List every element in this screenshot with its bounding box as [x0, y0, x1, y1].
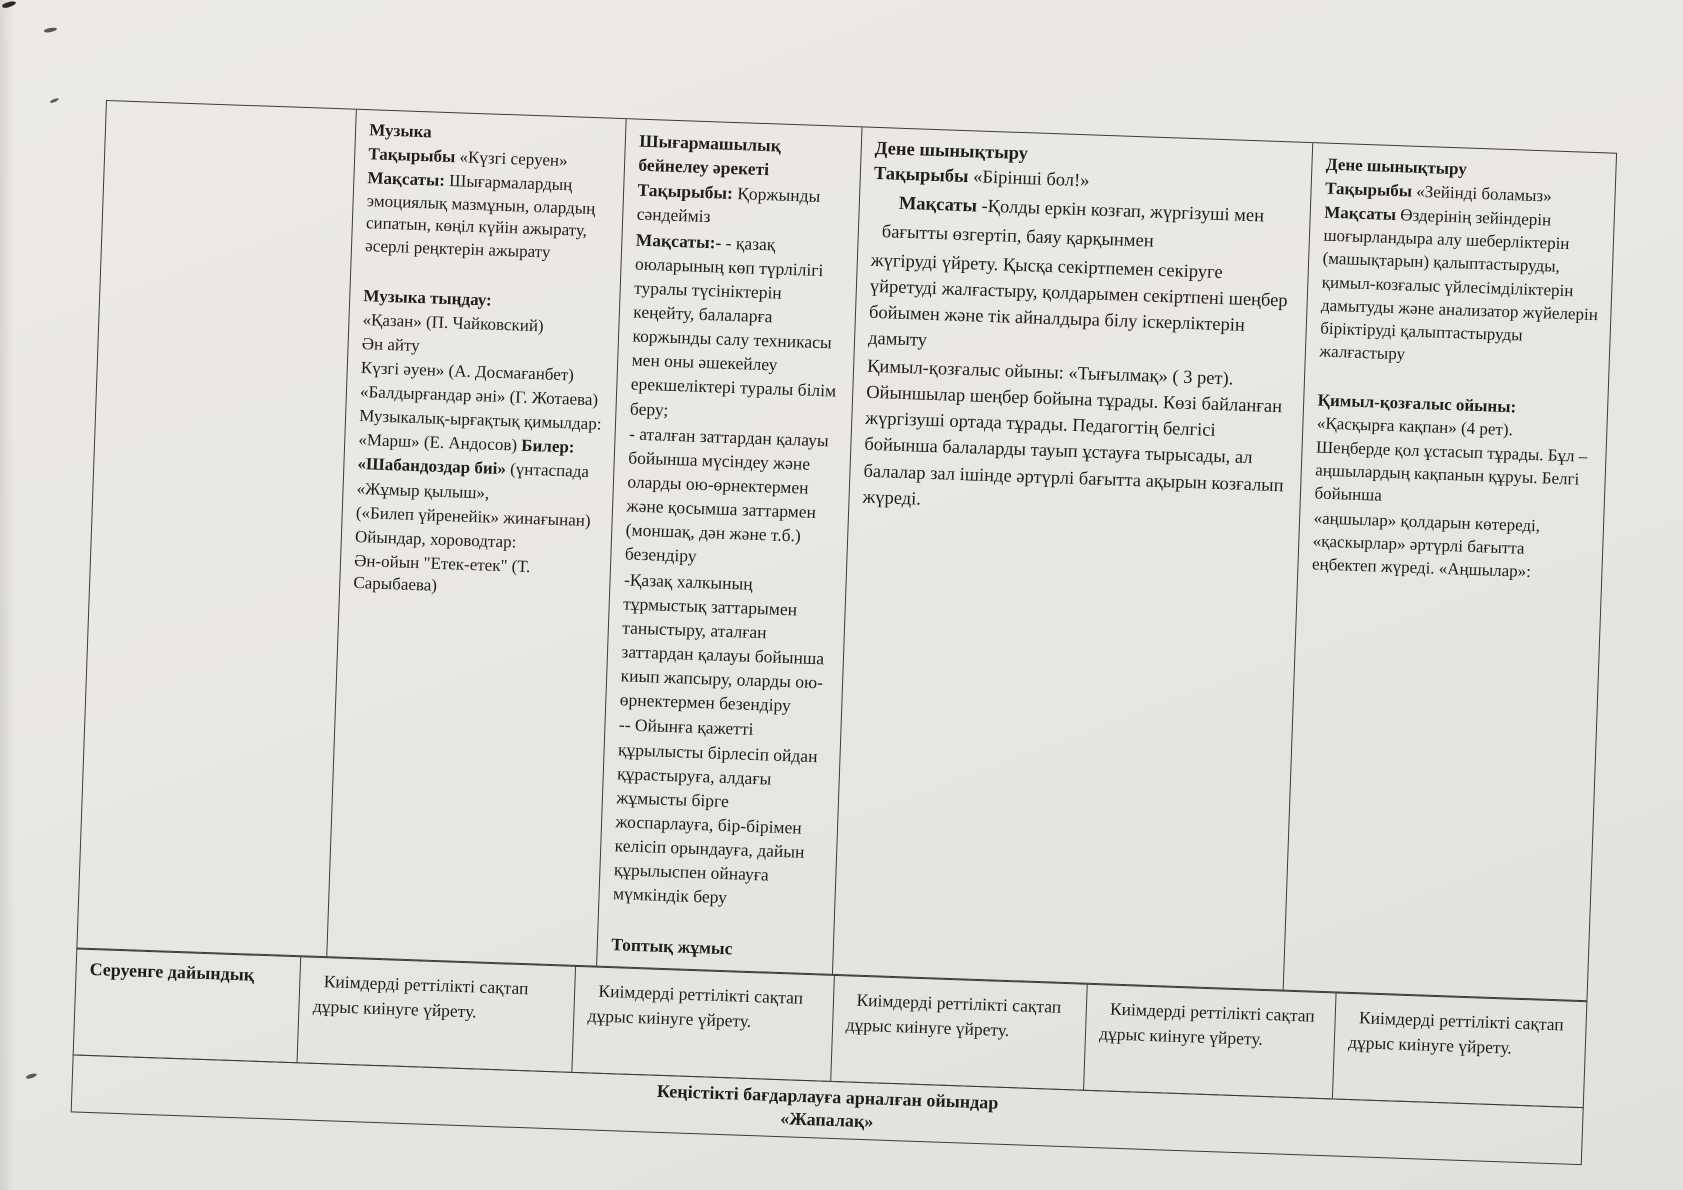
paragraph: Ән-ойын "Етек-етек" (Т. Сарыбаева) — [353, 550, 531, 596]
paragraph: Мақсаты -Қолды еркін козғап, жүргізуші мен — [898, 193, 1265, 227]
paragraph: «аңшылар» қолдарын көтереді, «қаскырлар» әртүрлі бағытта еңбектеп жүреді. «Аңшылар»: — [1311, 507, 1541, 581]
cell-empty — [77, 101, 356, 957]
lesson-plan-table — [71, 100, 1617, 1166]
paragraph: Киімдерді реттілікті сақтап дұрыс киінуге үйрету. — [587, 980, 804, 1031]
paragraph: Мақсаты Өздерінің зейіндерін шоғырландыра алу шеберліктерін (машықтарын) қалыптастыруды, қимыл-козғалыс үйлесімділіктерін дамытуды және анализатор жүйелерін біріктіруді қалыптастыруды жалғастыру — [1319, 202, 1599, 364]
paragraph: Тақырыбы «Күзгі серуен» — [368, 144, 568, 171]
pe1-title: Дене шынықтыру — [874, 138, 1029, 165]
cell-music-activity — [326, 110, 626, 967]
paragraph: -- Ойынға қажетті құрылысты бірлесіп ойдан құрастыруға, алдағы жұмысты бірге жоспарлауға, бір-бірімен келісіп орындауға, дайын құрылыспен ойнауға мүмкіндік беру — [612, 714, 818, 908]
paragraph: «Шабандоздар биі» (үнтаспада — [357, 454, 590, 482]
scan-speck — [26, 1072, 38, 1080]
cell-physical-training-1 — [832, 127, 1313, 990]
paragraph: «Жұмыр қылыш», — [356, 478, 490, 503]
paragraph: Музыкалық-ырғақтық қимылдар: — [358, 406, 602, 434]
prep-cell — [830, 975, 1087, 1090]
prep-cell — [297, 956, 575, 1072]
prep-cell — [1083, 984, 1336, 1099]
scan-speck — [44, 27, 58, 34]
paragraph: -Қазақ халкының тұрмыстық заттарымен таныстыру, аталған заттардан қалауы бойынша киып жапсыру, оларды ою-өрнектермен безендіру — [619, 568, 825, 716]
prep-cell — [572, 966, 834, 1081]
paragraph: Тақырыбы «Бірінші бол!» — [873, 163, 1090, 192]
group-work-label: Топтық жұмыс — [610, 933, 733, 958]
paragraph: Шеңберде қол ұстасып тұрады. Бұл – аңшылардың кақпанын құруы. Белгі бойынша — [1314, 437, 1588, 506]
paragraph: «Балдырғандар әні» (Г. Жотаева) — [359, 382, 599, 410]
cell-physical-training-2 — [1283, 143, 1616, 1001]
cell-creative-art-activity — [597, 119, 862, 974]
spatial-games-title: Кеңістікті бағдарлауға арналған ойындар — [656, 1080, 999, 1113]
paragraph: Музыка тыңдау: — [363, 285, 493, 310]
paragraph: Киімдерді реттілікті сақтап дұрыс киінуге үйрету. — [1098, 998, 1316, 1049]
walk-preparation-label: Серуенге дайындық — [89, 959, 255, 985]
paragraph: Ән айту — [361, 333, 421, 355]
paragraph: Киімдерді реттілікті сақтап дұрыс киінуге үйрету. — [1347, 1007, 1565, 1058]
paragraph: Киімдерді реттілікті сақтап дұрыс киінуге үйрету. — [312, 971, 529, 1022]
scan-speck — [50, 97, 59, 103]
paragraph: Мақсаты: Шығармалардың эмоциялық мазмұнын, олардың сипатын, көңіл күйін ажырату, әсерлі реңктерін ажырату — [364, 168, 596, 262]
paragraph: Киімдерді реттілікті сақтап дұрыс киінуге үйрету. — [845, 989, 1062, 1040]
paragraph: - аталған заттардан қалауы бойынша мүсіндеу және оларды ою-өрнектермен және қосымша заттармен (моншақ, дән және т.б.) безендіру — [624, 423, 830, 567]
paragraph: «Қазан» (П. Чайковский) — [362, 309, 544, 336]
music-title: Музыка — [368, 120, 433, 142]
paragraph: Мақсаты:- - қазақ оюларының көп түрлілігі туралы түсініктерін кеңейту, балаларға коржынды салу техникасы мен оны әшекейлеу ерекшеліктері туралы білім беру; — [629, 229, 837, 420]
paragraph: «Марш» (Е. Андосов) Билер: — [358, 430, 575, 457]
paragraph: Күзгі әуен» (А. Досмағанбет) — [360, 358, 575, 385]
scan-speck — [2, 0, 17, 9]
paragraph: («Билеп үйренейік» жинағынан) — [355, 502, 591, 530]
art-title: Шығармашылық бейнелеу әрекеті — [638, 130, 782, 180]
paragraph: Қимыл-қозғалыс ойыны: «Қасқырға кақпан» (4 рет). — [1316, 390, 1517, 440]
prep-cell — [1332, 993, 1586, 1108]
paragraph: Тақырыбы «Зейінді боламыз» — [1324, 178, 1553, 206]
activities-row — [76, 100, 1617, 1002]
paragraph: бағытты өзгертіп, баяу қарқынмен — [881, 222, 1154, 253]
paragraph: Тақырыбы: Қоржынды сәндейміз — [636, 179, 821, 227]
spatial-games-name: «Жапалақ» — [779, 1108, 874, 1132]
paragraph: Қимыл-қозғалыс ойыны: «Тығылмақ» ( 3 рет). Ойыншылар шеңбер бойына тұрады. Көзі байланған жүргізуші ортада тұрады. Педагогтің белгісі бойынша балаларды тауып ұстауға тырысады, ал балалар зал ішінде әртүрлі бағытта ақырын козғалып жүреді. — [862, 356, 1284, 510]
paragraph: жүгіруді үйрету. Қысқа секіртпемен секіруге үйретуді жалғастыру, қолдарымен секіртпені шеңбер бойымен және тік айналдыра білу іскерліктерін дамыту — [867, 250, 1288, 352]
paragraph: Ойындар, хороводтар: — [354, 526, 517, 552]
pe2-title: Дене шынықтыру — [1325, 154, 1468, 179]
